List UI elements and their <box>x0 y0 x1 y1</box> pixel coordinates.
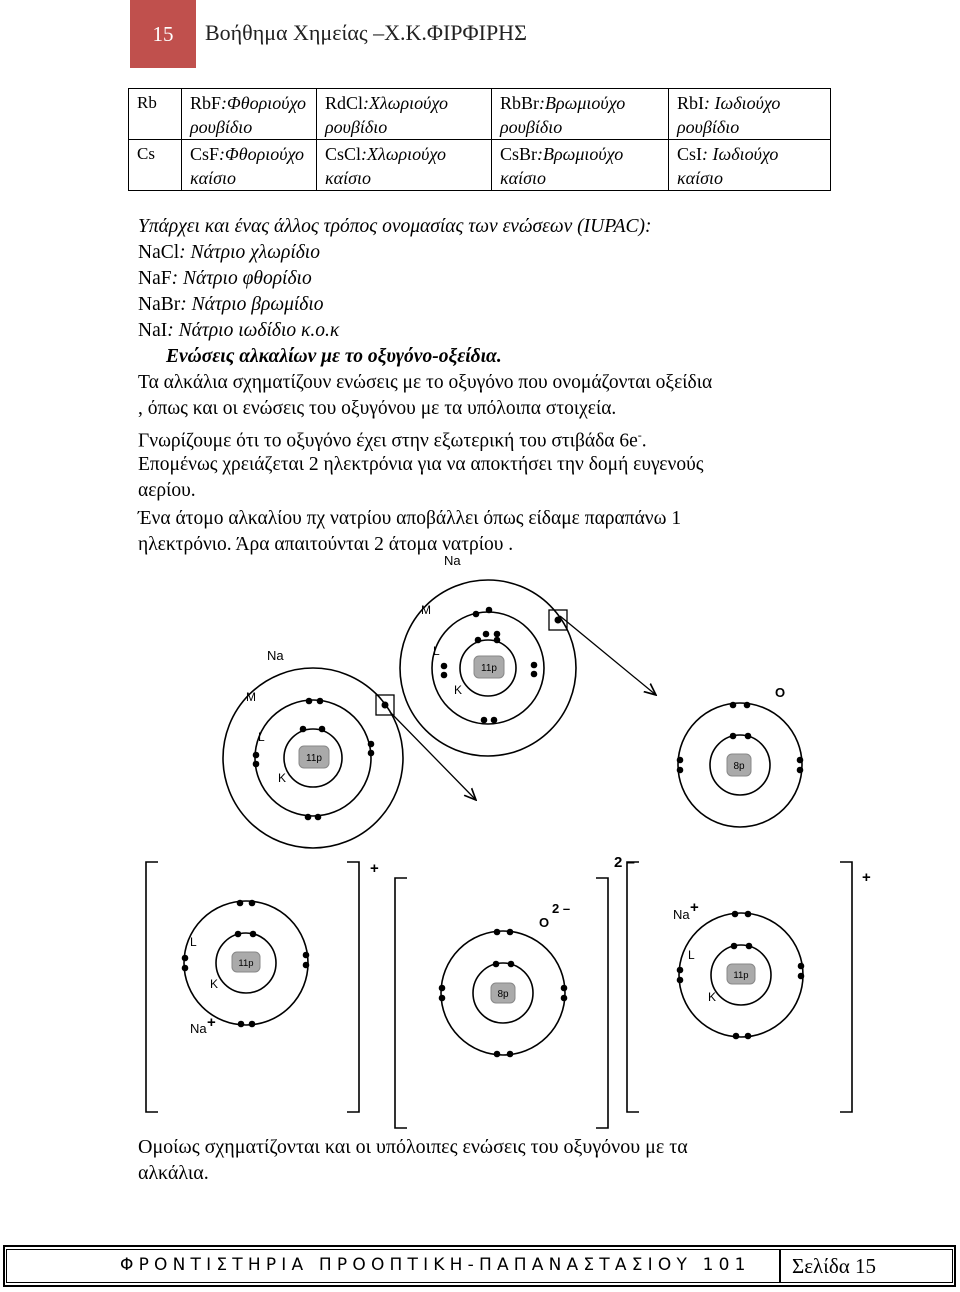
shell-label: M <box>246 690 256 704</box>
shell-label: L <box>190 935 197 949</box>
ion-label: Na <box>190 1021 207 1036</box>
header-title: Βοήθημα Χημείας –Χ.Κ.ΦΙΡΦΙΡΗΣ <box>205 20 527 45</box>
footer-publisher: ΦΡΟΝΤΙΣΤΗΡΙΑ ΠΡΟΟΠΤΙΚΗ-ΠΑΠΑΝΑΣΤΑΣΙΟΥ 101 <box>120 1255 751 1275</box>
ion-label: Na <box>673 907 690 922</box>
shell-label: L <box>258 730 265 744</box>
iupac-example: NaCl: Νάτριο χλωρίδιο <box>138 242 320 263</box>
paragraph-line: , όπως και οι ενώσεις του οξυγόνου με τα υπόλοιπα στοιχεία. <box>138 398 617 419</box>
oxygen-atom <box>677 685 804 827</box>
paragraph-line: Ένα άτομο αλκαλίου πχ νατρίου αποβάλλει όπως είδαμε παραπάνω 1 <box>138 508 682 529</box>
sodium-atom-right <box>400 553 576 756</box>
nucleus-label: 8p <box>733 761 745 772</box>
oxide-ion <box>439 901 570 1057</box>
table-cell: RbF:Φθοριούχο ρουβίδιο <box>182 89 317 140</box>
shell-label: L <box>688 948 695 962</box>
paragraph-line: Επομένως χρειάζεται 2 ηλεκτρόνια για να αποκτήσει την δομή ευγενούς <box>138 454 704 475</box>
sodium-ion-left <box>182 900 310 1036</box>
table-cell: RbBr:Βρωμιούχο ρουβίδιο <box>492 89 669 140</box>
shell-label: L <box>433 644 440 658</box>
charge-label: + <box>862 869 871 886</box>
nucleus-label: 8p <box>497 989 509 1000</box>
table-cell: RdCl:Χλωριούχο ρουβίδιο <box>317 89 492 140</box>
table-cell: CsBr:Βρωμιούχο καίσιο <box>492 140 669 191</box>
shell-label: K <box>708 990 717 1004</box>
iupac-example: NaF: Νάτριο φθορίδιο <box>138 268 312 289</box>
table-cell: RbI: Ιωδιούχο ρουβίδιο <box>669 89 831 140</box>
nucleus-label: 11p <box>238 958 254 969</box>
atom-label: O <box>775 685 786 700</box>
closing-line: Ομοίως σχηματίζονται και οι υπόλοιπες ενώσεις του οξυγόνου με τα <box>138 1136 688 1158</box>
iupac-example: NaI: Νάτριο ιωδίδιο κ.ο.κ <box>138 320 340 341</box>
ion-label: O <box>539 915 550 930</box>
footer-page-label: Σελίδα 15 <box>792 1254 877 1278</box>
atom-label: Na <box>267 648 284 663</box>
closing-line: αλκάλια. <box>138 1162 209 1184</box>
table-cell: CsF:Φθοριούχο καίσιο <box>182 140 317 191</box>
iupac-intro: Υπάρχει και ένας άλλος τρόπος ονομασίας των ενώσεων (IUPAC): <box>138 216 652 237</box>
nucleus-label: 11p <box>733 970 749 981</box>
atom-label: Na <box>444 553 461 568</box>
iupac-example: ΝaBr: Νάτριο βρωμίδιο <box>138 294 324 315</box>
shell-label: K <box>454 683 463 697</box>
sodium-atom-left <box>223 648 403 848</box>
table-cell-element: Rb <box>129 89 182 140</box>
table-cell: CsCl:Χλωριούχο καίσιο <box>317 140 492 191</box>
footer-divider <box>779 1249 781 1283</box>
table-cell: CsI: Ιωδιούχο καίσιο <box>669 140 831 191</box>
shell-label: K <box>210 977 219 991</box>
ion-charge: 2 – <box>552 901 571 916</box>
nucleus-label: 11p <box>481 663 497 674</box>
table-cell-element: Cs <box>129 140 182 191</box>
shell-label: K <box>278 771 287 785</box>
ion-charge: + <box>207 1014 216 1031</box>
sodium-ion-right <box>673 899 804 1039</box>
charge-label: 2 – <box>614 854 635 871</box>
paragraph-line: ηλεκτρόνιο. Άρα απαιτούνται 2 άτομα νατρίου . <box>138 534 514 555</box>
paragraph-line: Γνωρίζουμε ότι το οξυγόνο έχει στην εξωτερική του στιβάδα 6e-. <box>138 428 647 452</box>
nucleus-label: 11p <box>306 753 322 764</box>
ion-charge: + <box>690 899 699 916</box>
section-heading: Ενώσεις αλκαλίων με το οξυγόνο-οξείδια. <box>166 346 502 367</box>
shell-label: M <box>421 603 431 617</box>
paragraph-line: Τα αλκάλια σχηματίζουν ενώσεις με το οξυγόνο που ονομάζονται οξείδια <box>138 372 713 393</box>
charge-label: + <box>370 860 379 877</box>
page-number: 15 <box>152 21 174 46</box>
paragraph-line: αερίου. <box>138 480 196 501</box>
